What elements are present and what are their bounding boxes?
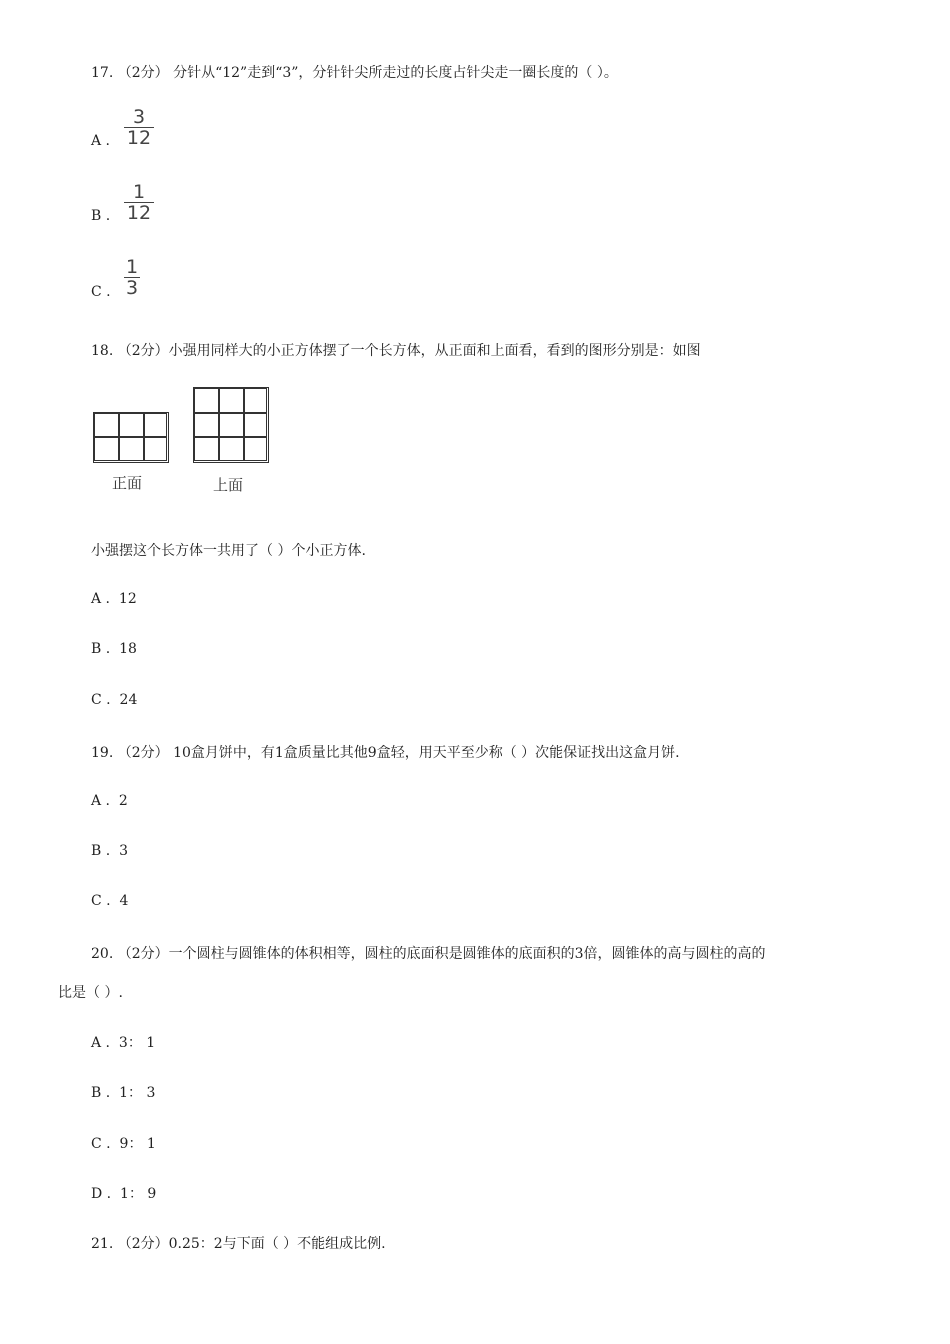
q17-text: 17. （2分） 分针从“12”走到“3”，分针针尖所走过的长度占针尖走一圈长度的（ ）。	[91, 65, 618, 81]
fraction-numerator: 3	[132, 106, 146, 128]
grid-cell	[244, 413, 267, 437]
grid-cell	[144, 437, 167, 461]
option-value: 18	[119, 641, 137, 657]
grid-cell	[144, 413, 167, 437]
option-value: 3	[119, 843, 129, 859]
option-label: A .	[91, 793, 111, 809]
option-label: B .	[91, 843, 111, 859]
q20-option-c	[91, 1133, 156, 1153]
front-view-grid	[93, 412, 169, 463]
q21-text: 21. （2分）0.25：2与下面（ ）不能组成比例.	[91, 1236, 386, 1252]
grid-cell	[94, 413, 119, 437]
option-value: 9： 1	[119, 1136, 156, 1152]
option-label: B .	[91, 641, 111, 657]
q17-option-c-fraction	[124, 258, 140, 297]
grid-cell	[194, 413, 219, 437]
q19-option-a	[91, 793, 128, 809]
fraction-denominator: 3	[125, 277, 139, 299]
q20-text-line2: 比是（ ）.	[58, 985, 123, 1001]
grid-cell	[119, 413, 144, 437]
grid-cell	[244, 437, 267, 461]
grid-cell	[219, 437, 244, 461]
q17-option-a-label: A .	[91, 133, 111, 149]
option-value: 24	[119, 692, 138, 708]
q18-option-b	[91, 641, 137, 657]
grid-cell	[194, 437, 219, 461]
fraction-denominator: 12	[126, 202, 152, 224]
option-label: C .	[91, 692, 111, 708]
q18-followup: 小强摆这个长方体一共用了（ ）个小正方体.	[91, 543, 366, 559]
grid-cell	[219, 413, 244, 437]
option-value: 12	[118, 591, 137, 607]
q20-option-b	[91, 1082, 155, 1102]
front-view-caption: 正面	[112, 474, 143, 492]
q20-option-a	[91, 1032, 155, 1052]
grid-cell	[219, 388, 244, 413]
q18-option-c	[91, 692, 137, 708]
q19-option-b	[91, 843, 128, 859]
grid-cell	[94, 437, 119, 461]
fraction-numerator: 1	[125, 256, 139, 278]
q17-option-b-fraction	[124, 183, 154, 222]
option-label: A .	[91, 591, 111, 607]
option-label: A .	[91, 1035, 111, 1051]
option-value: 2	[118, 793, 128, 809]
grid-cell	[244, 388, 267, 413]
fraction-denominator: 12	[126, 127, 152, 149]
q18-option-a	[91, 591, 137, 607]
option-value: 1： 9	[120, 1186, 157, 1202]
fraction-numerator: 1	[132, 181, 146, 203]
q20-text-line1: 20. （2分）一个圆柱与圆锥体的体积相等，圆柱的底面积是圆锥体的底面积的3倍，圆锥体的高与圆柱的高的	[91, 946, 766, 962]
q20-option-d	[91, 1183, 156, 1203]
grid-cell	[194, 388, 219, 413]
q19-option-c	[91, 893, 128, 909]
option-label: B .	[91, 1085, 111, 1101]
top-view-grid	[193, 387, 269, 463]
grid-cell	[119, 437, 144, 461]
option-label: C .	[91, 1136, 111, 1152]
option-label: C .	[91, 893, 111, 909]
q19-text: 19. （2分） 10盒月饼中，有1盒质量比其他9盒轻，用天平至少称（ ）次能保证找出这盒月饼.	[91, 745, 680, 761]
option-value: 1： 3	[119, 1085, 156, 1101]
option-value: 4	[119, 893, 129, 909]
top-view-caption: 上面	[213, 476, 244, 494]
q17-option-a-fraction	[124, 108, 154, 147]
option-value: 3： 1	[118, 1035, 156, 1051]
option-label: D .	[91, 1186, 112, 1202]
q17-option-b-label: B .	[91, 208, 111, 224]
q18-text: 18. （2分）小强用同样大的小正方体摆了一个长方体，从正面和上面看，看到的图形分别是：如图	[91, 343, 701, 359]
q17-option-c-label: C .	[91, 284, 111, 300]
